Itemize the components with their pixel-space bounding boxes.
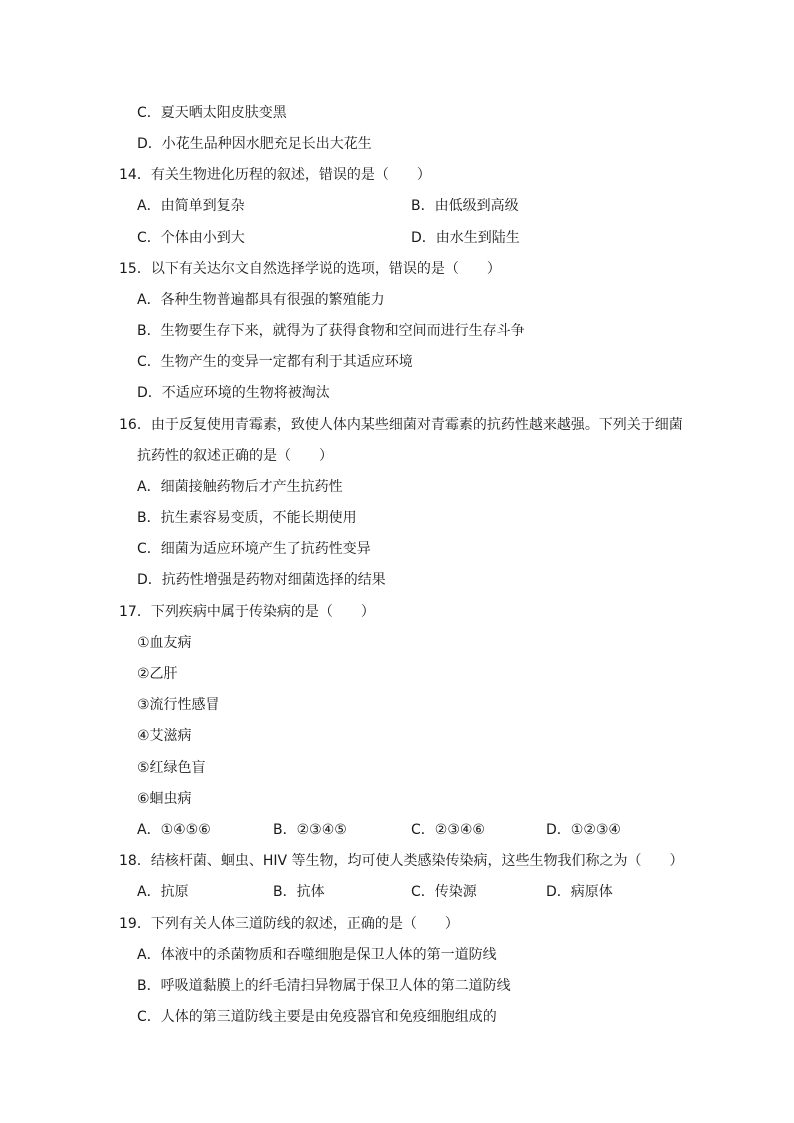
q17-option-a: A．①④⑤⑥ (137, 822, 211, 838)
q14-option-d: D．由水生到陆生 (411, 230, 520, 246)
q17-item-2: ②乙肝 (137, 666, 178, 682)
option-d-text: D．小花生品种因水肥充足长出大花生 (137, 136, 372, 152)
q15-option-a: A．各种生物普遍都具有很强的繁殖能力 (137, 292, 385, 308)
question-16-continuation: 抗药性的叙述正确的是（ ） (137, 448, 333, 464)
question-16: 16．由于反复使用青霉素，致使人体内某些细菌对青霉素的抗药性越来越强。下列关于细菌 (119, 417, 683, 433)
q17-item-3: ③流行性感冒 (137, 697, 220, 713)
question-17: 17．下列疾病中属于传染病的是（ ） (119, 604, 375, 620)
q17-option-b: B．②③④⑤ (273, 822, 347, 838)
q16-option-a: A．细菌接触药物后才产生抗药性 (137, 479, 343, 495)
q19-option-c: C．人体的第三道防线主要是由免疫器官和免疫细胞组成的 (137, 1009, 497, 1025)
q14-option-c: C．个体由小到大 (137, 230, 245, 246)
q17-item-6: ⑥蛔虫病 (137, 791, 192, 807)
q17-item-1: ①血友病 (137, 635, 192, 651)
q17-option-d: D．①②③④ (546, 822, 621, 838)
q18-option-a: A．抗原 (137, 884, 189, 900)
q16-option-b: B．抗生素容易变质，不能长期使用 (137, 510, 357, 526)
q16-option-c: C．细菌为适应环境产生了抗药性变异 (137, 541, 371, 557)
q16-option-d: D．抗药性增强是药物对细菌选择的结果 (137, 572, 386, 588)
q17-item-5: ⑤红绿色盲 (137, 760, 206, 776)
option-c-text: C．夏天晒太阳皮肤变黑 (137, 105, 287, 121)
q17-option-c: C．②③④⑥ (411, 822, 485, 838)
q19-option-b: B．呼吸道黏膜上的纤毛清扫异物属于保卫人体的第二道防线 (137, 978, 511, 994)
question-18: 18．结核杆菌、蛔虫、HIV 等生物，均可使人类感染传染病，这些生物我们称之为（ ） (119, 853, 684, 869)
q15-option-b: B．生物要生存下来，就得为了获得食物和空间而进行生存斗争 (137, 323, 525, 339)
q15-option-d: D．不适应环境的生物将被淘汰 (137, 385, 330, 401)
question-15: 15．以下有关达尔文自然选择学说的选项，错误的是（ ） (119, 261, 501, 277)
q14-option-b: B．由低级到高级 (411, 198, 519, 214)
q17-item-4: ④艾滋病 (137, 728, 192, 744)
q18-option-c: C．传染源 (411, 884, 477, 900)
question-19: 19．下列有关人体三道防线的叙述，正确的是（ ） (119, 916, 459, 932)
q18-option-d: D．病原体 (546, 884, 613, 900)
q14-option-a: A．由简单到复杂 (137, 198, 245, 214)
question-14: 14．有关生物进化历程的叙述，错误的是（ ） (119, 167, 431, 183)
q18-option-b: B．抗体 (273, 884, 325, 900)
q19-option-a: A．体液中的杀菌物质和吞噬细胞是保卫人体的第一道防线 (137, 947, 497, 963)
q15-option-c: C．生物产生的变异一定都有利于其适应环境 (137, 354, 413, 370)
